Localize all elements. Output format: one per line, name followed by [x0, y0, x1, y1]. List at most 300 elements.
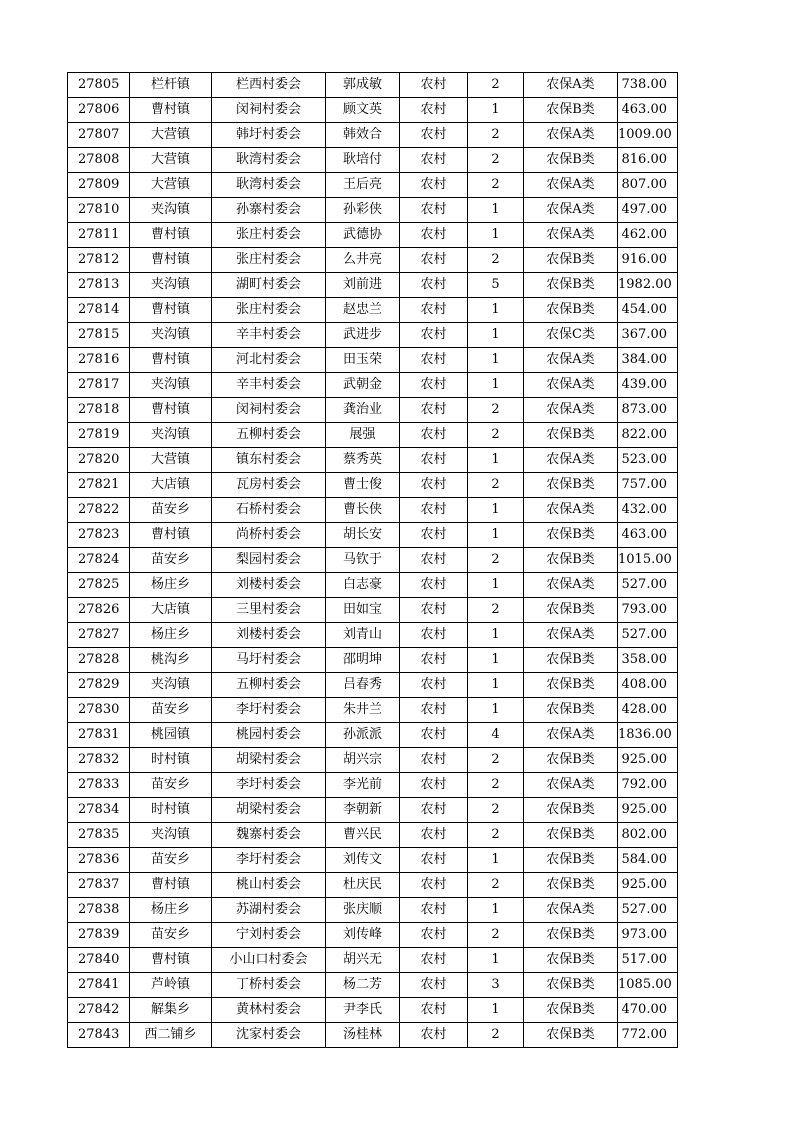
cell-insurance-category: 农保B类 — [524, 873, 618, 898]
cell-residence-type: 农村 — [400, 198, 468, 223]
cell-insurance-category: 农保B类 — [524, 823, 618, 848]
cell-residence-type: 农村 — [400, 523, 468, 548]
cell-township: 栏杆镇 — [130, 73, 212, 98]
cell-recipient-name: 胡兴宗 — [326, 748, 400, 773]
cell-township: 芦岭镇 — [130, 973, 212, 998]
table-row — [68, 148, 678, 173]
cell-record-id: 27806 — [68, 98, 130, 123]
cell-insurance-category: 农保B类 — [524, 748, 618, 773]
cell-residence-type: 农村 — [400, 373, 468, 398]
cell-record-id: 27820 — [68, 448, 130, 473]
table-row — [68, 73, 678, 98]
cell-amount: 463.00 — [618, 523, 678, 548]
cell-residence-type: 农村 — [400, 148, 468, 173]
cell-recipient-name: 刘前进 — [326, 273, 400, 298]
cell-record-id: 27840 — [68, 948, 130, 973]
cell-insurance-category: 农保B类 — [524, 673, 618, 698]
cell-residence-type: 农村 — [400, 498, 468, 523]
cell-amount: 1085.00 — [618, 973, 678, 998]
cell-recipient-name: 王后亮 — [326, 173, 400, 198]
cell-village-committee: 镇东村委会 — [212, 448, 326, 473]
cell-insurance-category: 农保A类 — [524, 223, 618, 248]
cell-recipient-name: 刘传峰 — [326, 923, 400, 948]
table-body — [68, 73, 678, 1048]
cell-amount: 497.00 — [618, 198, 678, 223]
cell-amount: 925.00 — [618, 798, 678, 823]
cell-residence-type: 农村 — [400, 348, 468, 373]
cell-village-committee: 张庄村委会 — [212, 223, 326, 248]
table-row — [68, 598, 678, 623]
cell-record-id: 27807 — [68, 123, 130, 148]
cell-residence-type: 农村 — [400, 548, 468, 573]
cell-record-id: 27812 — [68, 248, 130, 273]
cell-village-committee: 刘楼村委会 — [212, 623, 326, 648]
cell-household-count: 2 — [468, 473, 524, 498]
cell-village-committee: 宁刘村委会 — [212, 923, 326, 948]
cell-township: 苗安乡 — [130, 773, 212, 798]
cell-household-count: 5 — [468, 273, 524, 298]
cell-township: 夹沟镇 — [130, 198, 212, 223]
cell-residence-type: 农村 — [400, 923, 468, 948]
cell-household-count: 2 — [468, 873, 524, 898]
table-row — [68, 648, 678, 673]
cell-record-id: 27814 — [68, 298, 130, 323]
cell-residence-type: 农村 — [400, 448, 468, 473]
cell-recipient-name: 顾文英 — [326, 98, 400, 123]
cell-amount: 925.00 — [618, 748, 678, 773]
cell-record-id: 27827 — [68, 623, 130, 648]
cell-amount: 925.00 — [618, 873, 678, 898]
cell-insurance-category: 农保A类 — [524, 498, 618, 523]
cell-village-committee: 耿湾村委会 — [212, 148, 326, 173]
table-row — [68, 798, 678, 823]
table-row — [68, 1023, 678, 1048]
cell-record-id: 27830 — [68, 698, 130, 723]
cell-amount: 517.00 — [618, 948, 678, 973]
cell-household-count: 1 — [468, 373, 524, 398]
cell-amount: 527.00 — [618, 573, 678, 598]
cell-residence-type: 农村 — [400, 123, 468, 148]
cell-recipient-name: 孙彩侠 — [326, 198, 400, 223]
cell-recipient-name: 展强 — [326, 423, 400, 448]
cell-household-count: 1 — [468, 523, 524, 548]
cell-township: 大营镇 — [130, 173, 212, 198]
table-row — [68, 448, 678, 473]
cell-township: 曹村镇 — [130, 873, 212, 898]
cell-record-id: 27823 — [68, 523, 130, 548]
cell-insurance-category: 农保B类 — [524, 698, 618, 723]
table-row — [68, 723, 678, 748]
table-row — [68, 573, 678, 598]
cell-recipient-name: 杨二芳 — [326, 973, 400, 998]
table-row — [68, 248, 678, 273]
table-row — [68, 998, 678, 1023]
cell-recipient-name: 曹兴民 — [326, 823, 400, 848]
cell-household-count: 2 — [468, 748, 524, 773]
cell-township: 桃沟乡 — [130, 648, 212, 673]
cell-household-count: 2 — [468, 423, 524, 448]
table-row — [68, 948, 678, 973]
cell-village-committee: 刘楼村委会 — [212, 573, 326, 598]
cell-residence-type: 农村 — [400, 698, 468, 723]
cell-record-id: 27811 — [68, 223, 130, 248]
cell-record-id: 27805 — [68, 73, 130, 98]
cell-residence-type: 农村 — [400, 648, 468, 673]
cell-record-id: 27825 — [68, 573, 130, 598]
cell-recipient-name: 韩效合 — [326, 123, 400, 148]
cell-village-committee: 李圩村委会 — [212, 773, 326, 798]
cell-amount: 432.00 — [618, 498, 678, 523]
cell-village-committee: 魏寨村委会 — [212, 823, 326, 848]
cell-village-committee: 李圩村委会 — [212, 698, 326, 723]
cell-village-committee: 栏西村委会 — [212, 73, 326, 98]
cell-amount: 1015.00 — [618, 548, 678, 573]
cell-household-count: 1 — [468, 573, 524, 598]
cell-residence-type: 农村 — [400, 823, 468, 848]
cell-insurance-category: 农保B类 — [524, 648, 618, 673]
cell-insurance-category: 农保B类 — [524, 1023, 618, 1048]
cell-insurance-category: 农保A类 — [524, 198, 618, 223]
cell-township: 曹村镇 — [130, 523, 212, 548]
cell-recipient-name: 张庆顺 — [326, 898, 400, 923]
cell-village-committee: 马圩村委会 — [212, 648, 326, 673]
cell-township: 苗安乡 — [130, 498, 212, 523]
cell-residence-type: 农村 — [400, 623, 468, 648]
cell-record-id: 27824 — [68, 548, 130, 573]
cell-recipient-name: 曹长侠 — [326, 498, 400, 523]
cell-record-id: 27816 — [68, 348, 130, 373]
table-row — [68, 923, 678, 948]
cell-village-committee: 闵祠村委会 — [212, 98, 326, 123]
cell-amount: 367.00 — [618, 323, 678, 348]
cell-village-committee: 三里村委会 — [212, 598, 326, 623]
cell-household-count: 2 — [468, 798, 524, 823]
cell-recipient-name: 田玉荣 — [326, 348, 400, 373]
cell-household-count: 2 — [468, 823, 524, 848]
cell-record-id: 27833 — [68, 773, 130, 798]
cell-household-count: 1 — [468, 198, 524, 223]
cell-village-committee: 胡梁村委会 — [212, 748, 326, 773]
cell-insurance-category: 农保B类 — [524, 148, 618, 173]
cell-township: 曹村镇 — [130, 248, 212, 273]
cell-record-id: 27822 — [68, 498, 130, 523]
cell-township: 夹沟镇 — [130, 373, 212, 398]
cell-record-id: 27834 — [68, 798, 130, 823]
cell-recipient-name: 汤桂林 — [326, 1023, 400, 1048]
cell-village-committee: 丁桥村委会 — [212, 973, 326, 998]
cell-village-committee: 韩圩村委会 — [212, 123, 326, 148]
cell-record-id: 27829 — [68, 673, 130, 698]
cell-township: 苗安乡 — [130, 923, 212, 948]
cell-household-count: 2 — [468, 548, 524, 573]
cell-residence-type: 农村 — [400, 98, 468, 123]
cell-residence-type: 农村 — [400, 898, 468, 923]
cell-household-count: 1 — [468, 998, 524, 1023]
allowance-table — [67, 72, 678, 1048]
cell-township: 苗安乡 — [130, 698, 212, 723]
cell-amount: 916.00 — [618, 248, 678, 273]
cell-household-count: 1 — [468, 323, 524, 348]
cell-amount: 470.00 — [618, 998, 678, 1023]
table-row — [68, 698, 678, 723]
cell-village-committee: 石桥村委会 — [212, 498, 326, 523]
cell-recipient-name: 刘传文 — [326, 848, 400, 873]
cell-amount: 428.00 — [618, 698, 678, 723]
cell-household-count: 1 — [468, 623, 524, 648]
cell-recipient-name: 马钦于 — [326, 548, 400, 573]
cell-residence-type: 农村 — [400, 423, 468, 448]
cell-amount: 772.00 — [618, 1023, 678, 1048]
cell-township: 曹村镇 — [130, 223, 212, 248]
cell-insurance-category: 农保B类 — [524, 423, 618, 448]
cell-village-committee: 辛丰村委会 — [212, 323, 326, 348]
cell-insurance-category: 农保B类 — [524, 248, 618, 273]
cell-amount: 757.00 — [618, 473, 678, 498]
cell-township: 大营镇 — [130, 448, 212, 473]
cell-recipient-name: 尹李氏 — [326, 998, 400, 1023]
cell-record-id: 27808 — [68, 148, 130, 173]
cell-household-count: 1 — [468, 223, 524, 248]
cell-village-committee: 孙寨村委会 — [212, 198, 326, 223]
cell-residence-type: 农村 — [400, 973, 468, 998]
cell-village-committee: 桃园村委会 — [212, 723, 326, 748]
cell-amount: 973.00 — [618, 923, 678, 948]
table-row — [68, 623, 678, 648]
cell-residence-type: 农村 — [400, 598, 468, 623]
cell-record-id: 27835 — [68, 823, 130, 848]
cell-residence-type: 农村 — [400, 848, 468, 873]
cell-record-id: 27813 — [68, 273, 130, 298]
cell-household-count: 1 — [468, 448, 524, 473]
cell-township: 杨庄乡 — [130, 623, 212, 648]
cell-amount: 408.00 — [618, 673, 678, 698]
cell-insurance-category: 农保A类 — [524, 723, 618, 748]
cell-record-id: 27818 — [68, 398, 130, 423]
cell-amount: 454.00 — [618, 298, 678, 323]
table-row — [68, 173, 678, 198]
cell-township: 大营镇 — [130, 148, 212, 173]
cell-township: 苗安乡 — [130, 848, 212, 873]
cell-recipient-name: 武朝金 — [326, 373, 400, 398]
cell-village-committee: 沈家村委会 — [212, 1023, 326, 1048]
cell-township: 大营镇 — [130, 123, 212, 148]
table-row — [68, 773, 678, 798]
cell-village-committee: 苏湖村委会 — [212, 898, 326, 923]
cell-record-id: 27828 — [68, 648, 130, 673]
cell-township: 曹村镇 — [130, 298, 212, 323]
cell-amount: 527.00 — [618, 898, 678, 923]
cell-household-count: 1 — [468, 848, 524, 873]
table-row — [68, 548, 678, 573]
cell-record-id: 27819 — [68, 423, 130, 448]
cell-record-id: 27838 — [68, 898, 130, 923]
cell-recipient-name: 吕春秀 — [326, 673, 400, 698]
cell-insurance-category: 农保C类 — [524, 323, 618, 348]
cell-township: 杨庄乡 — [130, 898, 212, 923]
cell-village-committee: 黄林村委会 — [212, 998, 326, 1023]
cell-recipient-name: 朱井兰 — [326, 698, 400, 723]
cell-household-count: 2 — [468, 248, 524, 273]
cell-recipient-name: 蔡秀英 — [326, 448, 400, 473]
cell-household-count: 2 — [468, 148, 524, 173]
cell-insurance-category: 农保B类 — [524, 798, 618, 823]
cell-village-committee: 张庄村委会 — [212, 248, 326, 273]
cell-record-id: 27809 — [68, 173, 130, 198]
table-row — [68, 123, 678, 148]
cell-township: 苗安乡 — [130, 548, 212, 573]
cell-residence-type: 农村 — [400, 473, 468, 498]
cell-insurance-category: 农保B类 — [524, 523, 618, 548]
cell-township: 夹沟镇 — [130, 673, 212, 698]
cell-record-id: 27826 — [68, 598, 130, 623]
cell-household-count: 3 — [468, 973, 524, 998]
cell-residence-type: 农村 — [400, 73, 468, 98]
cell-residence-type: 农村 — [400, 873, 468, 898]
cell-village-committee: 瓦房村委会 — [212, 473, 326, 498]
cell-recipient-name: 杜庆民 — [326, 873, 400, 898]
cell-village-committee: 河北村委会 — [212, 348, 326, 373]
cell-township: 桃园镇 — [130, 723, 212, 748]
cell-record-id: 27817 — [68, 373, 130, 398]
cell-recipient-name: 胡兴无 — [326, 948, 400, 973]
cell-township: 杨庄乡 — [130, 573, 212, 598]
cell-record-id: 27810 — [68, 198, 130, 223]
cell-village-committee: 闵祠村委会 — [212, 398, 326, 423]
cell-residence-type: 农村 — [400, 773, 468, 798]
cell-amount: 1009.00 — [618, 123, 678, 148]
cell-amount: 792.00 — [618, 773, 678, 798]
cell-village-committee: 张庄村委会 — [212, 298, 326, 323]
cell-township: 夹沟镇 — [130, 423, 212, 448]
cell-residence-type: 农村 — [400, 998, 468, 1023]
cell-residence-type: 农村 — [400, 248, 468, 273]
cell-recipient-name: 武进步 — [326, 323, 400, 348]
table-row — [68, 873, 678, 898]
cell-village-committee: 五柳村委会 — [212, 673, 326, 698]
cell-household-count: 1 — [468, 648, 524, 673]
cell-recipient-name: 曹士俊 — [326, 473, 400, 498]
cell-amount: 816.00 — [618, 148, 678, 173]
cell-village-committee: 湖町村委会 — [212, 273, 326, 298]
cell-household-count: 1 — [468, 98, 524, 123]
cell-amount: 384.00 — [618, 348, 678, 373]
cell-insurance-category: 农保A类 — [524, 398, 618, 423]
cell-village-committee: 李圩村委会 — [212, 848, 326, 873]
cell-recipient-name: 赵忠兰 — [326, 298, 400, 323]
cell-record-id: 27815 — [68, 323, 130, 348]
cell-household-count: 2 — [468, 73, 524, 98]
cell-amount: 1982.00 — [618, 273, 678, 298]
cell-residence-type: 农村 — [400, 798, 468, 823]
cell-insurance-category: 农保B类 — [524, 473, 618, 498]
cell-insurance-category: 农保A类 — [524, 73, 618, 98]
cell-amount: 439.00 — [618, 373, 678, 398]
cell-township: 大店镇 — [130, 598, 212, 623]
cell-amount: 462.00 — [618, 223, 678, 248]
cell-household-count: 1 — [468, 298, 524, 323]
cell-record-id: 27839 — [68, 923, 130, 948]
cell-residence-type: 农村 — [400, 948, 468, 973]
cell-village-committee: 胡梁村委会 — [212, 798, 326, 823]
cell-amount: 463.00 — [618, 98, 678, 123]
table-row — [68, 673, 678, 698]
table-row — [68, 98, 678, 123]
cell-insurance-category: 农保A类 — [524, 348, 618, 373]
table-row — [68, 348, 678, 373]
cell-village-committee: 五柳村委会 — [212, 423, 326, 448]
table-row — [68, 398, 678, 423]
cell-amount: 807.00 — [618, 173, 678, 198]
cell-household-count: 1 — [468, 948, 524, 973]
cell-record-id: 27821 — [68, 473, 130, 498]
cell-amount: 802.00 — [618, 823, 678, 848]
cell-insurance-category: 农保B类 — [524, 98, 618, 123]
cell-recipient-name: 耿培付 — [326, 148, 400, 173]
table-row — [68, 223, 678, 248]
cell-amount: 793.00 — [618, 598, 678, 623]
cell-village-committee: 桃山村委会 — [212, 873, 326, 898]
cell-record-id: 27831 — [68, 723, 130, 748]
table-row — [68, 823, 678, 848]
cell-insurance-category: 农保B类 — [524, 923, 618, 948]
cell-amount: 822.00 — [618, 423, 678, 448]
cell-township: 夹沟镇 — [130, 273, 212, 298]
cell-amount: 523.00 — [618, 448, 678, 473]
cell-insurance-category: 农保A类 — [524, 573, 618, 598]
cell-record-id: 27832 — [68, 748, 130, 773]
cell-household-count: 2 — [468, 923, 524, 948]
cell-record-id: 27841 — [68, 973, 130, 998]
cell-insurance-category: 农保A类 — [524, 898, 618, 923]
cell-residence-type: 农村 — [400, 573, 468, 598]
cell-household-count: 2 — [468, 1023, 524, 1048]
cell-township: 曹村镇 — [130, 398, 212, 423]
cell-village-committee: 辛丰村委会 — [212, 373, 326, 398]
cell-village-committee: 耿湾村委会 — [212, 173, 326, 198]
cell-insurance-category: 农保A类 — [524, 448, 618, 473]
table-row — [68, 498, 678, 523]
table-row — [68, 523, 678, 548]
cell-household-count: 1 — [468, 498, 524, 523]
table-row — [68, 423, 678, 448]
cell-recipient-name: 孙派派 — [326, 723, 400, 748]
cell-amount: 738.00 — [618, 73, 678, 98]
cell-household-count: 2 — [468, 173, 524, 198]
cell-township: 西二铺乡 — [130, 1023, 212, 1048]
cell-recipient-name: 武德协 — [326, 223, 400, 248]
cell-township: 解集乡 — [130, 998, 212, 1023]
cell-recipient-name: 李朝新 — [326, 798, 400, 823]
table-row — [68, 198, 678, 223]
cell-amount: 358.00 — [618, 648, 678, 673]
cell-recipient-name: 田如宝 — [326, 598, 400, 623]
cell-household-count: 1 — [468, 348, 524, 373]
cell-insurance-category: 农保B类 — [524, 273, 618, 298]
cell-recipient-name: 李光前 — [326, 773, 400, 798]
cell-residence-type: 农村 — [400, 1023, 468, 1048]
table-row — [68, 748, 678, 773]
cell-insurance-category: 农保B类 — [524, 973, 618, 998]
cell-residence-type: 农村 — [400, 298, 468, 323]
cell-residence-type: 农村 — [400, 723, 468, 748]
cell-residence-type: 农村 — [400, 273, 468, 298]
cell-insurance-category: 农保B类 — [524, 848, 618, 873]
cell-recipient-name: 么井亮 — [326, 248, 400, 273]
cell-record-id: 27843 — [68, 1023, 130, 1048]
cell-amount: 873.00 — [618, 398, 678, 423]
cell-household-count: 2 — [468, 398, 524, 423]
cell-insurance-category: 农保B类 — [524, 948, 618, 973]
